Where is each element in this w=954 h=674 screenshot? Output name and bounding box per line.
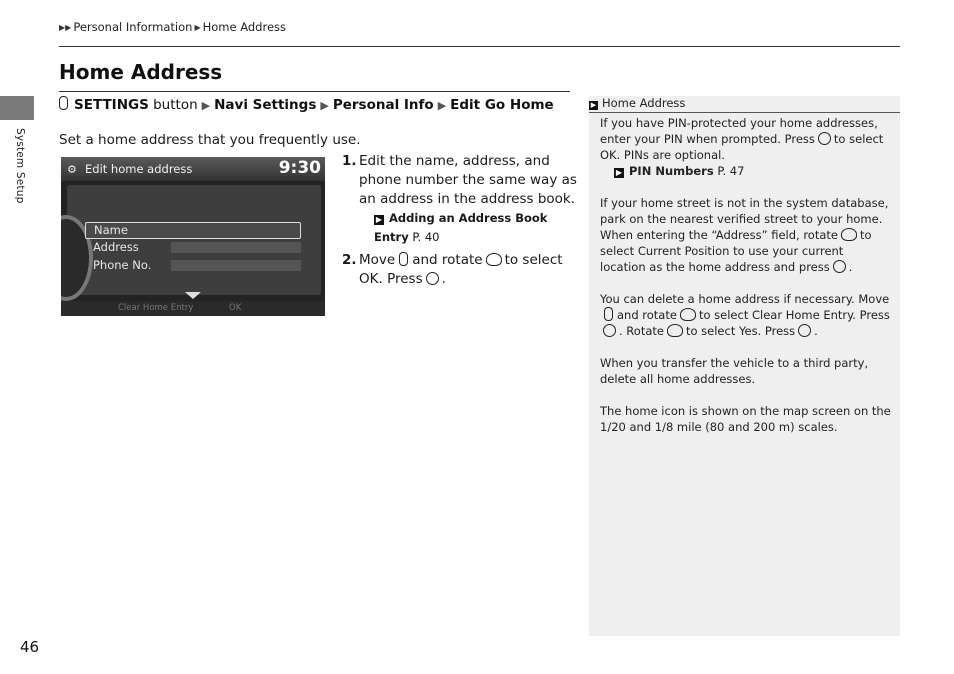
screen-footer	[61, 301, 325, 316]
press-knob-icon	[818, 132, 831, 145]
screen-title: Edit home address	[85, 162, 193, 176]
panel-para-delete: You can delete a home address if necessary. Moveand rotate to select Clear Home Entry. Press. Rotate to select Yes. Press .	[600, 292, 890, 338]
screen-header	[61, 157, 325, 181]
page-title: Home Address	[59, 60, 223, 84]
menu-path	[59, 96, 554, 113]
clear-home-entry-option[interactable]: Clear Home Entry	[118, 303, 194, 313]
cross-reference[interactable]: ▶ Adding an Address Book Entry P. 40	[374, 211, 548, 244]
path-settings: SETTINGS	[74, 97, 149, 113]
scroll-down-icon	[185, 292, 201, 299]
reference-arrow-icon: ▶	[590, 101, 597, 109]
panel-body	[600, 115, 892, 451]
screen-row-address[interactable]: Address	[85, 240, 299, 255]
rotate-knob-icon	[680, 308, 696, 321]
notes-panel	[589, 96, 900, 636]
title-divider	[59, 91, 570, 92]
path-personal-info: Personal Info	[332, 97, 434, 113]
reference-arrow-icon: ▶	[615, 168, 623, 177]
press-knob-icon	[833, 260, 846, 273]
panel-para-street: If your home street is not in the system database, park on the nearest verified street to your home. When entering the “Address” field, rotate to select Current Position to use your current location as the home address and press .	[600, 196, 889, 274]
press-knob-icon	[603, 324, 616, 337]
path-button-word: button	[153, 97, 198, 113]
double-triangle-icon: ▶▶	[59, 23, 72, 32]
section-tab-label: System Setup	[14, 128, 26, 204]
breadcrumb	[59, 20, 286, 34]
cross-reference[interactable]: ▶ PIN Numbers P. 47	[615, 164, 745, 178]
section-tab-marker	[0, 96, 34, 120]
rotate-knob-icon	[486, 253, 502, 266]
breadcrumb-item[interactable]: Personal Information	[73, 20, 193, 34]
panel-para-pin: If you have PIN-protected your home addresses, enter your PIN when prompted. Press to select OK. PINs are optional.	[600, 116, 884, 162]
move-joystick-icon	[399, 252, 408, 266]
page-number: 46	[20, 638, 40, 656]
step-2: 2. Move and rotate to select OK. Press .	[342, 252, 563, 287]
panel-header: ▶ Home Address	[589, 96, 900, 113]
ok-option[interactable]: OK	[229, 303, 242, 313]
nav-screen-image	[61, 157, 325, 316]
panel-para-home-icon: The home icon is shown on the map screen on the 1/20 and 1/8 mile (80 and 200 m) scales.	[600, 404, 891, 434]
screen-clock: 9:30	[278, 158, 321, 178]
press-knob-icon	[426, 272, 439, 285]
intro-text: Set a home address that you frequently use.	[59, 132, 361, 148]
path-edit-go-home: Edit Go Home	[450, 97, 554, 113]
move-joystick-icon	[604, 307, 613, 321]
screen-row-name[interactable]: Name	[85, 222, 301, 239]
arrow-icon: ▶	[320, 99, 329, 112]
press-knob-icon	[798, 324, 811, 337]
path-navi-settings: Navi Settings	[214, 97, 317, 113]
arrow-icon: ▶	[437, 99, 447, 112]
triangle-icon: ▶	[194, 23, 201, 32]
top-divider	[59, 46, 900, 47]
arrow-icon: ▶	[201, 99, 211, 112]
steps-list	[342, 152, 577, 293]
panel-para-transfer: When you transfer the vehicle to a third party, delete all home addresses.	[600, 356, 869, 386]
gear-icon: ⚙	[67, 163, 77, 176]
rotate-knob-icon	[667, 324, 683, 337]
rotate-knob-icon	[841, 228, 857, 241]
voice-icon	[59, 96, 68, 110]
screen-row-phone[interactable]: Phone No.	[85, 258, 299, 273]
step-1: 1. Edit the name, address, and phone number the same way as an address in the address book. ▶ Adding an Address Book Entry P. 40	[342, 152, 577, 247]
breadcrumb-item[interactable]: Home Address	[202, 20, 287, 34]
reference-arrow-icon: ▶	[375, 215, 383, 224]
